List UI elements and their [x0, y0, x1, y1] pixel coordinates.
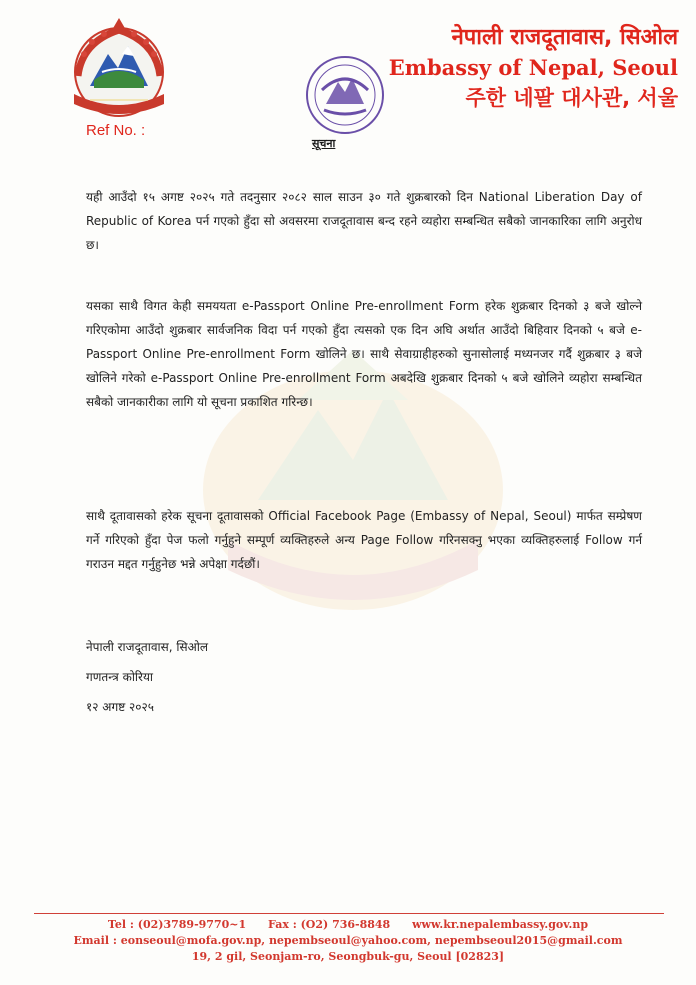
signature-block [86, 632, 208, 722]
signature-country: गणतन्त्र कोरिया [86, 670, 154, 684]
notice-paragraph-2: यसका साथै विगत केही समययता e-Passport Online Pre-enrollment Form हरेक शुक्रबार दिनको ३ बजे खोल्ने गरिएकोमा आउँदो शुक्रबार सार्वजनिक विदा पर्न गएको हुँदा त्यसको एक दिन अघि अर्थात आउँदो बिहिवार दिनको ५ बजे e-Passport Online Pre-enrollment Form खोलिने छ। साथै सेवाग्राहीहरुको सुनासोलाई मध्यनजर गर्दै शुक्रबार ३ बजे खोलिने गरेको e-Passport Online Pre-enrollment Form अबदेखि शुक्रबार दिनको ५ बजे खोलिने व्यहोरा सम्बन्धित सबैको जानकारीका लागि यो सूचना प्रकाशित गरिन्छ। [86, 299, 642, 409]
title-nepali: नेपाली राजदूतावास, सिओल [451, 25, 678, 50]
footer-web-link[interactable]: www.kr.nepalembassy.gov.np [412, 918, 589, 931]
letterhead-footer [0, 917, 696, 965]
footer-tel: Tel : (02)3789-9770~1 [107, 918, 247, 931]
title-korean: 주한 네팔 대사관, 서울 [465, 86, 678, 110]
ref-number-label: Ref No. : [86, 122, 146, 139]
signature-date: १२ अगष्ट २०२५ [86, 700, 155, 714]
embassy-seal-icon [304, 54, 386, 136]
notice-paragraph-1: यही आउँदो १५ अगष्ट २०२५ गते तदनुसार २०८२ साल साउन ३० गते शुक्रबारको दिन National Liberation Day of Republic of Korea पर्न गएको हुँदा सो अवसरमा राजदूतावास बन्द रहने व्यहोरा सम्बन्धित सबैको जानकारिका लागि अनुरोध छ। [86, 190, 642, 252]
nepal-emblem-icon [62, 16, 176, 120]
footer-fax: Fax : (O2) 736-8848 [267, 918, 391, 931]
footer-divider [34, 913, 664, 914]
footer-email[interactable]: Email : eonseoul@mofa.gov.np, nepembseoul@yahoo.com, nepembseoul2015@gmail.com [73, 934, 623, 947]
signature-office: नेपाली राजदूतावास, सिओल [86, 640, 209, 654]
letterhead-title [389, 24, 678, 112]
notice-paragraph-3: साथै दूतावासको हरेक सूचना दूतावासको Official Facebook Page (Embassy of Nepal, Seoul) मार्फत सम्प्रेषण गर्ने गरिएको हुँदा पेज फलो गर्नुहुने सम्पूर्ण व्यक्तिहरुले अन्य Page Follow गरिनसक्नु भएका व्यक्तिहरुलाई Follow गर्न गराउन मद्दत गर्नुहुनेछ भन्ने अपेक्षा गर्दछौं। [86, 509, 642, 571]
footer-address: 19, 2 gil, Seonjam-ro, Seongbuk-gu, Seoul [02823] [191, 950, 505, 963]
title-english: Embassy of Nepal, Seoul [388, 55, 678, 80]
notice-subject: सूचना [312, 137, 336, 150]
